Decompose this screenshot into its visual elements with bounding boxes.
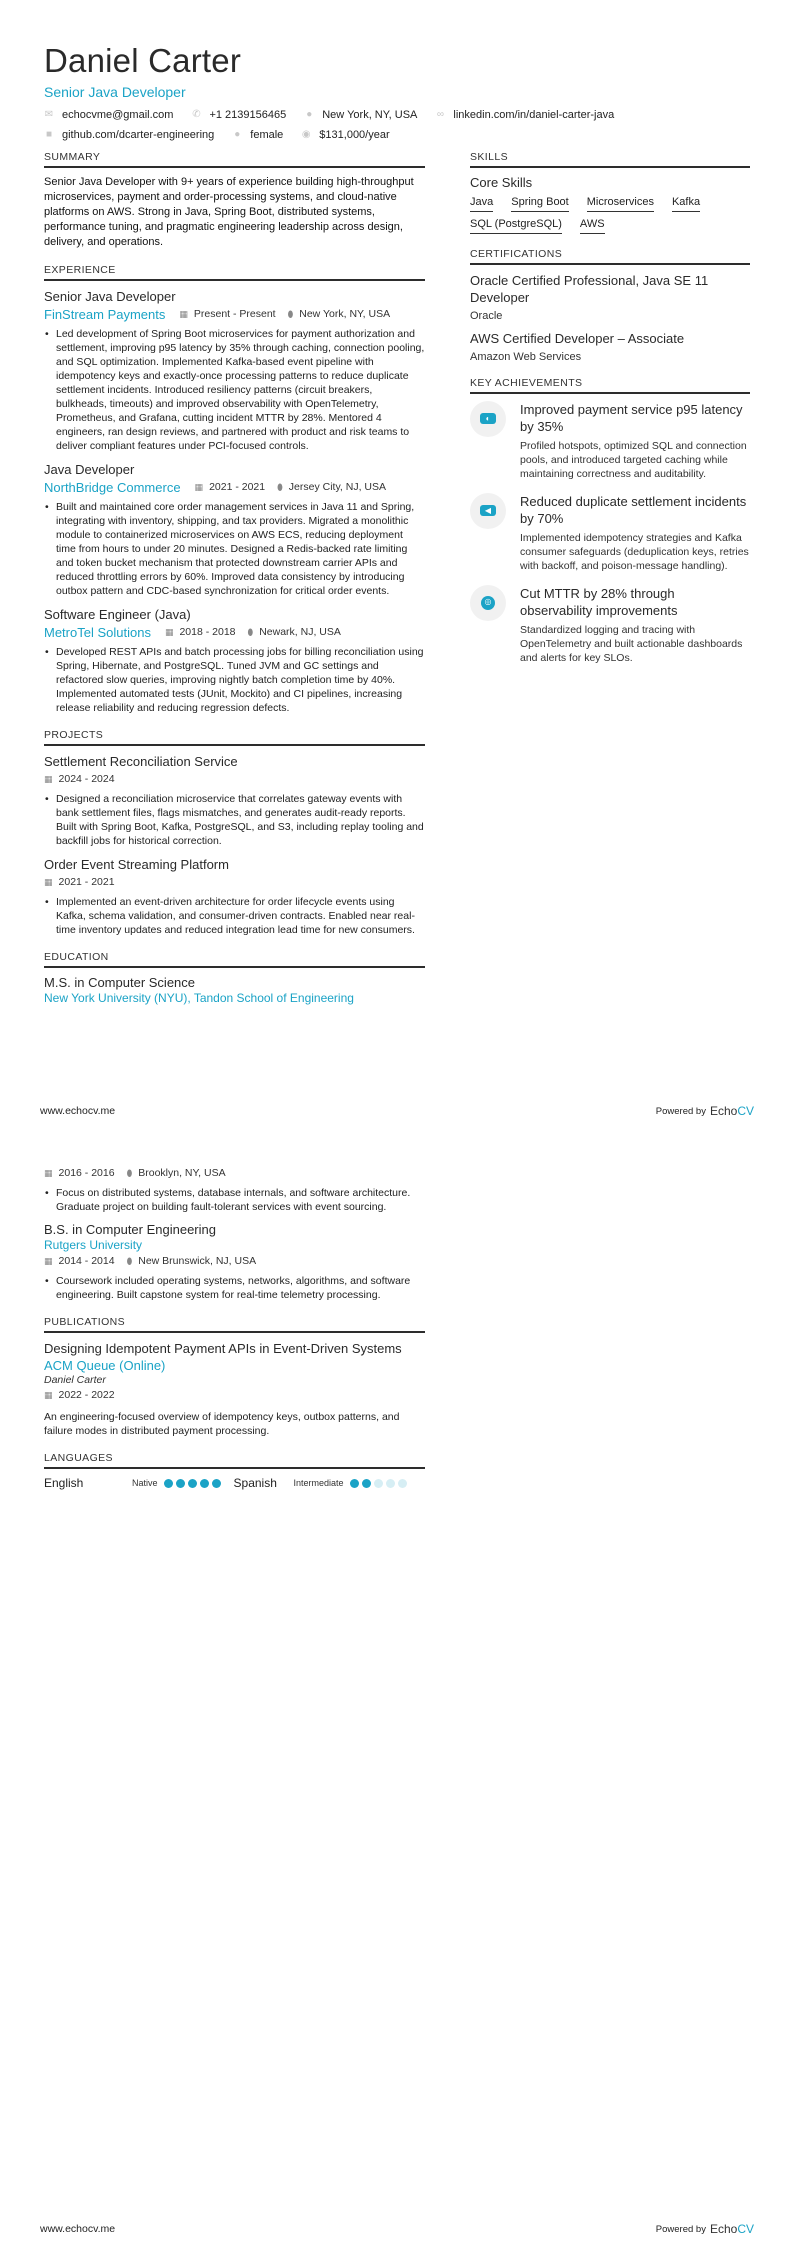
candidate-name: Daniel Carter — [44, 42, 242, 79]
github-icon: ■ — [45, 129, 53, 140]
achievement-item — [470, 493, 750, 573]
phone-icon: ✆ — [192, 109, 201, 120]
calendar-icon: ▦ — [44, 1168, 53, 1178]
calendar-icon: ▦ — [194, 482, 204, 492]
skill-group-title: Core Skills — [470, 175, 533, 190]
powered-by: Powered by EchoCV — [655, 1104, 754, 1118]
degree-title: M.S. in Computer Science — [44, 975, 196, 990]
job-dates: ▦ 2018 - 2018 — [165, 624, 236, 641]
publications-section — [44, 1316, 425, 1438]
job-location: ⬮ New York, NY, USA — [288, 306, 391, 323]
job-dates: ▦ Present - Present — [179, 306, 275, 323]
languages-section — [44, 1452, 425, 1490]
link-icon: ∞ — [436, 109, 444, 120]
achievement-item — [470, 401, 750, 481]
school-name: New York University (NYU), Tandon School of Engineering — [44, 991, 354, 1005]
school-name: Rutgers University — [44, 1238, 143, 1252]
skill-tag: Microservices — [587, 196, 654, 212]
bullet-item: • Designed a reconciliation microservice that correlates gateway events with bank settlement files, flags mismatches, and generates audit-ready reports. Built with Spring Boot, Kafka, PostgreSQL, and S3, including replay tooling and backfill jobs for historical correction. — [44, 792, 425, 848]
section-title: CERTIFICATIONS — [470, 248, 750, 265]
location-icon: ● — [306, 109, 313, 120]
degree-title: B.S. in Computer Engineering — [44, 1222, 216, 1237]
left-column — [44, 1164, 425, 1504]
skill-tag: Spring Boot — [511, 196, 568, 212]
calendar-icon: ▦ — [164, 627, 174, 637]
skill-tags — [470, 196, 750, 234]
language-name: English — [44, 1476, 84, 1490]
projects-section — [44, 729, 425, 937]
experience-item — [44, 461, 425, 598]
footer-site-link[interactable]: www.echocv.me — [40, 2223, 116, 2235]
language-level: Native — [132, 1478, 158, 1488]
calendar-icon: ▦ — [179, 309, 188, 319]
education-dates: ▦ 2016 - 2016 — [44, 1165, 115, 1182]
company-name: NorthBridge Commerce — [44, 480, 181, 495]
job-bullets — [44, 645, 425, 715]
certification-issuer: Oracle — [470, 310, 503, 322]
experience-item — [44, 288, 425, 453]
location-icon: ⬮ — [277, 482, 283, 492]
publication-venue: ACM Queue (Online) — [44, 1358, 166, 1373]
achievement-title: Cut MTTR by 28% through observability improvements — [520, 586, 678, 618]
job-bullets — [44, 500, 425, 598]
job-title: Java Developer — [44, 462, 135, 477]
project-dates: ▦ 2021 - 2021 — [44, 874, 115, 891]
job-location: ⬮ Newark, NJ, USA — [248, 624, 341, 641]
project-meta — [44, 771, 425, 788]
resume-page-2 — [0, 1123, 794, 2246]
contact-location: ● New York, NY, USA — [306, 109, 418, 121]
job-location: ⬮ Jersey City, NJ, USA — [277, 479, 386, 496]
calendar-icon: ▦ — [44, 1256, 53, 1266]
experience-section — [44, 264, 425, 715]
publication-description: An engineering-focused overview of idempotency keys, outbox patterns, and failure modes in distributed payment processing. — [44, 1411, 400, 1437]
publication-meta — [44, 1387, 425, 1404]
bullet-item: • Coursework included operating systems, networks, algorithms, and software engineering. Built capstone system for real-time telemetry processing. — [44, 1274, 425, 1302]
education-section — [44, 951, 425, 1005]
publication-author: Daniel Carter — [44, 1374, 106, 1386]
email-icon: ✉ — [44, 109, 54, 120]
rating-dot — [188, 1479, 197, 1488]
project-title: Settlement Reconciliation Service — [44, 754, 238, 769]
candidate-role: Senior Java Developer — [44, 84, 186, 100]
education-item — [44, 975, 425, 1005]
section-title: EDUCATION — [44, 951, 425, 968]
brand-logo: EchoCV — [709, 2222, 754, 2236]
contact-list — [44, 108, 754, 142]
achievement-text: Implemented idempotency strategies and Kafka consumer safeguards (deduplication keys, retries with backoff, and poison-message handling). — [520, 532, 749, 572]
project-item — [44, 856, 425, 937]
project-dates: ▦ 2024 - 2024 — [44, 771, 115, 788]
education-item-continued — [44, 1165, 425, 1214]
page-footer — [40, 2222, 754, 2236]
education-location: ⬮ Brooklyn, NY, USA — [127, 1165, 226, 1182]
calendar-icon: ▦ — [44, 877, 53, 887]
skills-section — [470, 151, 750, 234]
section-title: PUBLICATIONS — [44, 1316, 425, 1333]
salary-icon: ◉ — [301, 129, 311, 140]
contact-github[interactable]: ■ github.com/dcarter-engineering — [45, 129, 215, 141]
rating-dot — [398, 1479, 407, 1488]
skill-tag: Kafka — [672, 196, 700, 212]
skill-tag: AWS — [580, 218, 605, 234]
footer-site-link[interactable]: www.echocv.me — [40, 1105, 116, 1117]
contact-email[interactable]: ✉ echocvme@gmail.com — [44, 109, 174, 121]
achievements-section — [470, 377, 750, 665]
education-bullets — [44, 1274, 425, 1302]
resume-header — [44, 42, 754, 142]
rating-dot — [164, 1479, 173, 1488]
experience-item — [44, 606, 425, 715]
location-icon: ⬮ — [287, 309, 294, 319]
bullet-item: • Developed REST APIs and batch processing jobs for billing reconciliation using Spring, Hibernate, and PostgreSQL. Tuned JVM and GC settings and refactored slow queries, improving nightly batch completion time by 40%. Implemented automated tests (JUnit, Mockito) and CI pipelines, increasing release reliability and reducing regression defects. — [44, 645, 425, 715]
section-title: SUMMARY — [44, 151, 425, 168]
education-location: ⬮ New Brunswick, NJ, USA — [127, 1253, 257, 1270]
job-meta — [44, 624, 425, 641]
education-item — [44, 1222, 425, 1302]
certification-issuer: Amazon Web Services — [470, 351, 582, 363]
rating-dot — [374, 1479, 383, 1488]
toggle-icon: ◐ — [470, 401, 506, 437]
education-dates: ▦ 2014 - 2014 — [44, 1253, 115, 1270]
bullet-item: • Implemented an event-driven architecture for order lifecycle events using Kafka, schema validation, and consumer-driven contracts. Enabled near real-time inventory updates and reduced integration lead time for new consumers. — [44, 895, 425, 937]
job-bullets — [44, 327, 425, 453]
job-title: Senior Java Developer — [44, 289, 176, 304]
bullet-item: • Led development of Spring Boot microservices for payment authorization and settlement, improving p95 latency by 35% through caching, connection pooling, and SQL optimization. Implemented Kafka-based event pipeline with idempotency keys and exactly-once processing patterns to reduce duplicate settlement incidents. Introduced resiliency patterns (circuit breakers, bulkheads, timeouts) and improved observability with OpenTelemetry, Prometheus, and Grafana, cutting incident MTTR by 28%. Mentored 4 engineers, ran design reviews, and partnered with product and risk teams to deliver compliant features under PCI-focused controls. — [44, 327, 425, 453]
education-bullets — [44, 1186, 425, 1214]
job-meta — [44, 306, 425, 323]
globe-icon: ◎ — [470, 585, 506, 621]
location-icon: ⬮ — [126, 1168, 133, 1178]
summary-section — [44, 151, 425, 250]
summary-text: Senior Java Developer with 9+ years of experience building high-throughput microservices, payment and order-processing systems, and cloud-native platforms on AWS. Strong in Java, Spring Boot, distributed systems, performance tuning, and pragmatic engineering leadership across design, delivery, and operations. — [44, 176, 414, 248]
left-column — [44, 151, 425, 1019]
publication-title: Designing Idempotent Payment APIs in Event-Driven Systems — [44, 1341, 402, 1356]
rating-dot — [176, 1479, 185, 1488]
language-level: Intermediate — [293, 1478, 344, 1488]
brand-logo: EchoCV — [709, 1104, 754, 1118]
bullet-item: • Focus on distributed systems, database internals, and software architecture. Graduate project on building fault-tolerant services with event sourcing. — [44, 1186, 425, 1214]
education-meta — [44, 1165, 425, 1182]
section-title: KEY ACHIEVEMENTS — [470, 377, 750, 394]
achievement-text: Profiled hotspots, optimized SQL and connection pools, and introduced targeted caching while maintaining correctness and auditability. — [520, 440, 747, 480]
job-dates: ▦ 2021 - 2021 — [195, 479, 266, 496]
contact-salary: ◉ $131,000/year — [301, 129, 390, 141]
achievement-item — [470, 585, 750, 665]
certifications-section — [470, 248, 750, 363]
powered-by: Powered by EchoCV — [655, 2222, 754, 2236]
achievement-title: Improved payment service p95 latency by 35% — [520, 402, 743, 434]
rating-dot — [212, 1479, 221, 1488]
section-title: SKILLS — [470, 151, 750, 168]
skill-tag: SQL (PostgreSQL) — [470, 218, 562, 234]
achievement-text: Standardized logging and tracing with OpenTelemetry and built actionable dashboards and alerts for key SLOs. — [520, 624, 743, 664]
project-item — [44, 753, 425, 848]
rating-dot — [386, 1479, 395, 1488]
language-list — [44, 1476, 425, 1490]
location-icon: ⬮ — [126, 1256, 133, 1266]
bullet-item: • Built and maintained core order management services in Java 11 and Spring, integrating with inventory, shipping, and tax providers. Migrated a monolithic module to containerized microservices on AWS ECS, reducing deployment time from hours to under 20 minutes. Designed a Redis-backed rate limiting and token bucket mechanism that protected downstream carrier APIs and reduced throttling errors by 60%. Improved data consistency by introducing outbox pattern and CDC-based synchronization for critical order events. — [44, 500, 425, 598]
job-meta — [44, 479, 425, 496]
project-bullets — [44, 792, 425, 848]
company-name: FinStream Payments — [44, 307, 166, 322]
job-title: Software Engineer (Java) — [44, 607, 191, 622]
rating-dot — [350, 1479, 359, 1488]
section-title: PROJECTS — [44, 729, 425, 746]
calendar-icon: ▦ — [44, 1390, 53, 1400]
company-name: MetroTel Solutions — [44, 625, 151, 640]
publication-dates: ▦ 2022 - 2022 — [44, 1387, 115, 1404]
achievement-title: Reduced duplicate settlement incidents by 70% — [520, 494, 747, 526]
rating-dot — [362, 1479, 371, 1488]
language-name: Spanish — [233, 1476, 277, 1490]
project-bullets — [44, 895, 425, 937]
person-icon: ● — [234, 129, 241, 140]
section-title: LANGUAGES — [44, 1452, 425, 1469]
section-title: EXPERIENCE — [44, 264, 425, 281]
project-title: Order Event Streaming Platform — [44, 857, 229, 872]
language-rating — [350, 1479, 410, 1488]
tag-icon: ◀ — [470, 493, 506, 529]
project-meta — [44, 874, 425, 891]
location-icon: ⬮ — [247, 627, 254, 637]
rating-dot — [200, 1479, 209, 1488]
page-footer — [40, 1104, 754, 1118]
contact-linkedin[interactable]: ∞ linkedin.com/in/daniel-carter-java — [436, 109, 615, 121]
calendar-icon: ▦ — [44, 774, 53, 784]
contact-phone[interactable]: ✆ +1 2139156465 — [192, 109, 287, 121]
certification-name: AWS Certified Developer – Associate — [470, 331, 685, 346]
education-meta — [44, 1253, 425, 1270]
contact-gender: ● female — [234, 129, 284, 141]
certification-name: Oracle Certified Professional, Java SE 11 Developer — [470, 273, 709, 305]
skill-tag: Java — [470, 196, 493, 212]
language-rating — [164, 1479, 224, 1488]
right-column — [470, 151, 750, 679]
